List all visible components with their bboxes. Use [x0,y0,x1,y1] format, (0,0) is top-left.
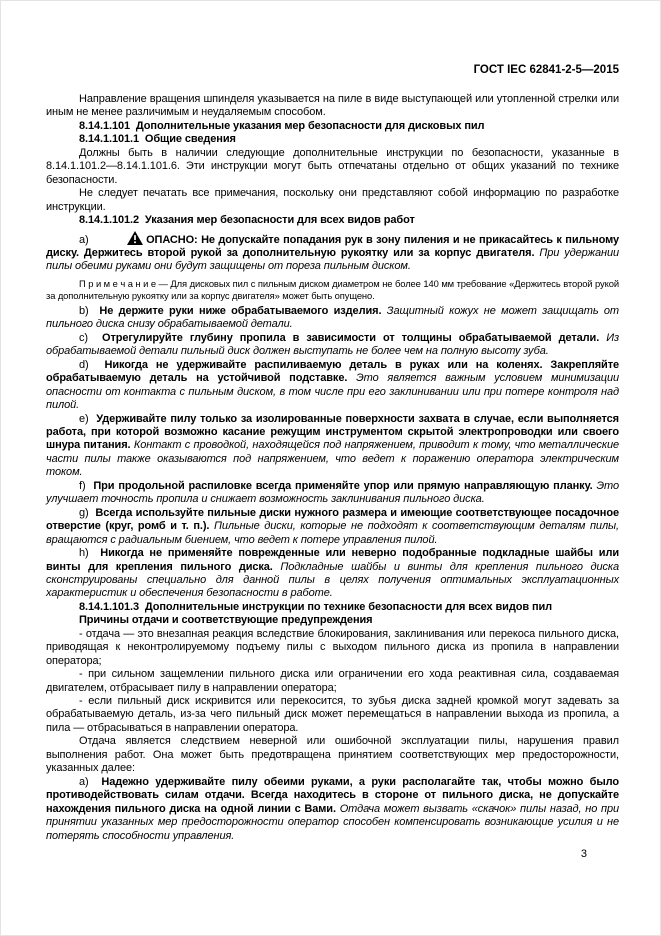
text-run: Из обрабатываемой детали пильный диск должен выступать не более чем на полную высоту зуба. [46,331,619,358]
section-heading [46,214,619,227]
paragraph [46,359,619,413]
section-heading [46,614,619,627]
text-run: Отдача является следствием неверной или ошибочной эксплуатации пилы, нарушения правил выполнения работ. Она может быть предотвращена принятием соответствующих мер предосторожности, указанных далее: [46,735,619,775]
text-run: При продольной распиловке всегда применяйте упор или прямую направляющую планку. [93,479,593,492]
page-number: 3 [580,848,587,860]
text-run: Пильные диски, которые не подходят к соответствующим деталям пилы, вращаются с радиальным биением, что ведет к потере управления пилой. [46,520,620,546]
text-run: 8.14.1.101.3 Дополнительные инструкции по технике безопасности для всех видов пил [79,600,553,613]
paragraph [46,776,619,843]
text-run: Не следует печатать все примечания, поскольку они представляют собой информацию по разработке инструкции. [46,187,619,213]
text-run: Никогда не удерживайте распиливаемую деталь в руках или на коленях. Закрепляйте обрабатываемую деталь на устойчивой подставке. [46,358,619,385]
paragraph [46,147,619,187]
text-run: ОПАСНО: Не допускайте попадания рук в зону пиления и не прикасайтесь к пильному диску. Держитесь второй рукой за дополнительную рукоятку или за корпус двигателя. [46,233,619,259]
paragraph [46,507,619,547]
text-run: Удерживайте пилу только за изолированные поверхности захвата в случае, если выполняется работа, при которой возможно касание режущим инструментом скрытой электропроводки или своего шнура питания. [46,412,619,452]
text-run: Отрегулируйте глубину пропила в зависимости от толщины обрабатываемой детали. [102,331,600,344]
text-run: Контакт с проводкой, находящейся под напряжением, приводит к тому, что металлические части пилы также оказываются под напряжением, что ведет к поражению оператора электрическим током. [46,439,620,479]
text-run: Отдача может вызвать «скачок» пилы назад, но при принятии указанных мер предосторожности оператор способен компенсировать возникающие усилия и не потерять способности управления. [46,802,619,842]
section-heading [46,120,619,133]
text-run: 8.14.1.101.1 Общие сведения [79,133,236,146]
section-heading [46,133,619,146]
text-run: a) [79,775,102,788]
text-run: - при сильном защемлении пильного диска или ограничении его хода реактивная сила, создаваемая двигателем, отбрасывает пилу в направлении оператора; [46,668,619,694]
paragraph [46,628,619,668]
document-body [46,93,619,843]
text-run: Не держите руки ниже обрабатываемого изделия. [99,304,382,317]
paragraph [46,278,619,302]
paragraph [46,231,619,274]
doc-header: ГОСТ IEC 62841-2-5—2015 [473,64,619,76]
text-run: c) [79,331,103,344]
paragraph [46,480,619,507]
text-run: Защитный кожух не может защищать от пильного диска снизу обрабатываемой детали. [46,304,619,331]
paragraph [46,547,619,601]
text-run: b) [79,304,100,317]
paragraph [46,187,619,214]
text-run: Надежно удерживайте пилу обеими руками, а руки располагайте так, чтобы можно было противодействовать силам отдачи. Всегда находитесь в стороне от пильного диска, не допускайте нахождения пильного диска на одной линии с Вами. [46,775,619,815]
text-run: Подкладные шайбы и винты для крепления пильного диска сконструированы специально для данной пилы в целях получения оптимальных эксплуатационных характеристик и обеспечения безопасности в работе. [46,560,619,600]
paragraph [46,413,619,480]
text-run: Должны быть в наличии следующие дополнительные инструкции по безопасности, указанные в 8.14.1.101.2—8.14.1.101.6. Эти инструкции могут быть отпечатаны отдельно от общих указаний по технике безопасности. [46,146,619,186]
text-run: - если пильный диск искривится или перекосится, то зубья диска задней кромкой могут задевать за обрабатываемую деталь, из-за чего пильный диск может перемещаться в направлении выхода из пропила, а пила — отбрасываться в направлении оператора. [46,695,619,734]
paragraph [46,93,619,120]
text-run: a) [79,233,93,246]
text-run: При удержании пилы обеими руками они будут защищены от пореза пильным диском. [46,246,620,273]
text-run: Это улучшает точность пропила и снижает возможность заклинивания пильного диска. [46,479,619,506]
paragraph [46,668,619,695]
text-run: 8.14.1.101 Дополнительные указания мер безопасности для дисковых пил [79,119,485,132]
text-run: - отдача — это внезапная реакция вследствие блокирования, заклинивания или перекоса пильного диска, приводящая к неконтролируемому подъему пилы с выходом пильного диска из пропила в направлении оператора; [46,627,619,667]
text-run: Это является важным условием минимизации опасности от контакта с пильным диском, в том числе при его заклинивании или при потере контроля над пилой. [46,372,619,412]
text-run: Причины отдачи и соответствующие предупреждения [79,614,373,627]
text-run: 8.14.1.101.2 Указания мер безопасности для всех видов работ [79,214,415,227]
text-run: e) [79,412,97,425]
text-run: h) [79,547,101,560]
paragraph [46,735,619,775]
text-run: f) [79,479,94,492]
text-run: Всегда используйте пильные диски нужного размера и имеющие соответствующее посадочное отверстие (круг, ромб и т. п.). [46,506,619,533]
paragraph [46,332,619,359]
paragraph [46,695,619,735]
text-run: g) [79,506,96,519]
text-run: d) [79,358,105,371]
text-run: Направление вращения шпинделя указывается на пиле в виде выступающей или утопленной стрелки или иным не менее различимым и неудаляемым способом. [46,93,619,119]
text-run: Никогда не применяйте поврежденные или неверно подобранные подкладные шайбы или винты для крепления пильного диска. [46,547,620,573]
section-heading [46,601,619,614]
warning-triangle-icon [94,231,143,247]
paragraph [46,305,619,332]
text-run: П р и м е ч а н и е — Для дисковых пил с пильным диском диаметром не более 140 мм требование «Держитесь второй рукой за дополнительную рукоятку или за корпус двигателя» может быть опущено. [46,277,619,301]
